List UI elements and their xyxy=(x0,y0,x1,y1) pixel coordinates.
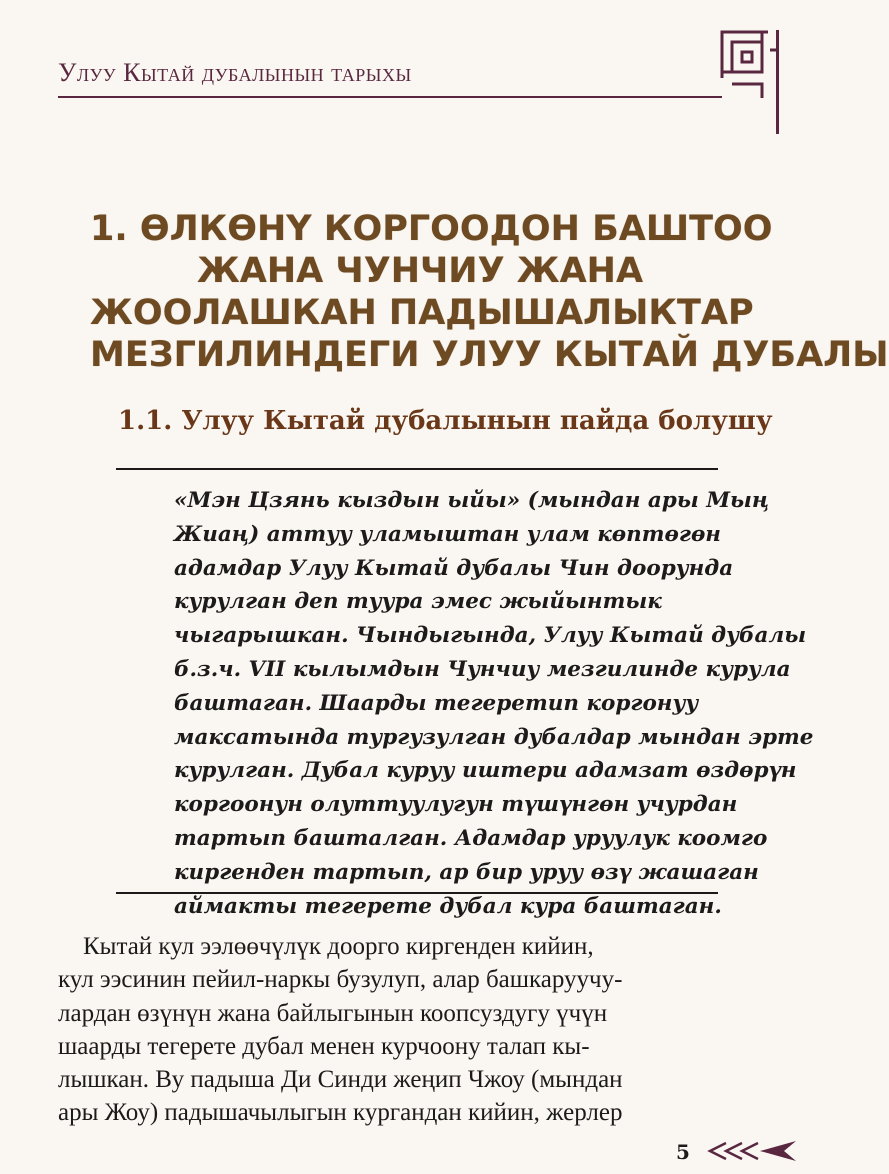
quote-line: максатында тургузулган дубалдар мындан эрте xyxy=(174,724,814,750)
page-number: 5 xyxy=(676,1140,690,1164)
body-line: кул ээсинин пейил-наркы бузулуп, алар башкаруучу- xyxy=(58,966,623,994)
body-line: лардан өзүнүн жана байлыгынын коопсуздугу үчүн xyxy=(58,999,608,1027)
body-paragraph xyxy=(58,930,748,1130)
quote-line: чыгарышкан. Чындыгында, Улуу Кытай дубалы xyxy=(174,623,807,649)
quote-line: тартып башталган. Адамдар уруулук коомго xyxy=(174,825,768,851)
quote-line: курулган. Дубал куруу иштери адамзат өздөрүн xyxy=(174,758,797,784)
quote-line: киргенден тартып, ар бир уруу өзү жашаган xyxy=(174,859,759,885)
quote-top-rule xyxy=(116,468,718,470)
body-line: шаарды тегерете дубал менен курчоону талап кы- xyxy=(58,1032,590,1060)
quote-line: Жиаң) аттуу уламыштан улам көптөгөн xyxy=(174,521,721,547)
chapter-title xyxy=(90,208,889,376)
body-line: Кытай кул ээлөөчүлүк доорго киргенден кийин, xyxy=(58,933,594,960)
quote-line: баштаган. Шаарды тегеретип коргонуу xyxy=(174,690,699,716)
corner-ornament-icon xyxy=(718,28,782,104)
quote-line: аймакты тегерете дубал кура баштаган. xyxy=(174,893,722,919)
running-header: Улуу Кытай дубалынын тарыхы xyxy=(58,58,412,87)
chapter-title-line: 1. ӨЛКӨНҮ КОРГООДОН БАШТОО xyxy=(90,209,773,249)
footer-arrows-icon xyxy=(704,1139,796,1163)
chapter-title-line: МЕЗГИЛИНДЕГИ УЛУУ КЫТАЙ ДУБАЛЫ xyxy=(90,335,889,375)
quote-line: «Мэн Цзянь кыздын ыйы» (мындан ары Мың xyxy=(174,488,770,513)
chapter-title-line: ЖООЛАШКАН ПАДЫШАЛЫКТАР xyxy=(90,293,754,333)
body-line: лышкан. Ву падыша Ди Синди жеңип Чжоу (мындан xyxy=(58,1066,623,1094)
section-heading: 1.1. Улуу Кытай дубалынын пайда болушу xyxy=(118,406,773,436)
header-rule xyxy=(58,96,722,98)
quote-bottom-rule xyxy=(116,892,718,894)
quote-line: адамдар Улуу Кытай дубалы Чин доорунда xyxy=(174,555,734,581)
quote-line: курулган деп туура эмес жыйынтык xyxy=(174,589,662,615)
chapter-title-line: ЖАНА ЧУНЧИУ ЖАНА xyxy=(196,251,644,291)
quote-line: б.з.ч. VII кылымдын Чунчиу мезгилинде курула xyxy=(174,656,791,682)
quote-line: коргоонун олуттуулугун түшүнгөн учурдан xyxy=(174,792,738,818)
body-line: ары Жоу) падышачылыгын кургандан кийин, жерлер xyxy=(58,1099,623,1127)
quote-block xyxy=(174,484,814,923)
